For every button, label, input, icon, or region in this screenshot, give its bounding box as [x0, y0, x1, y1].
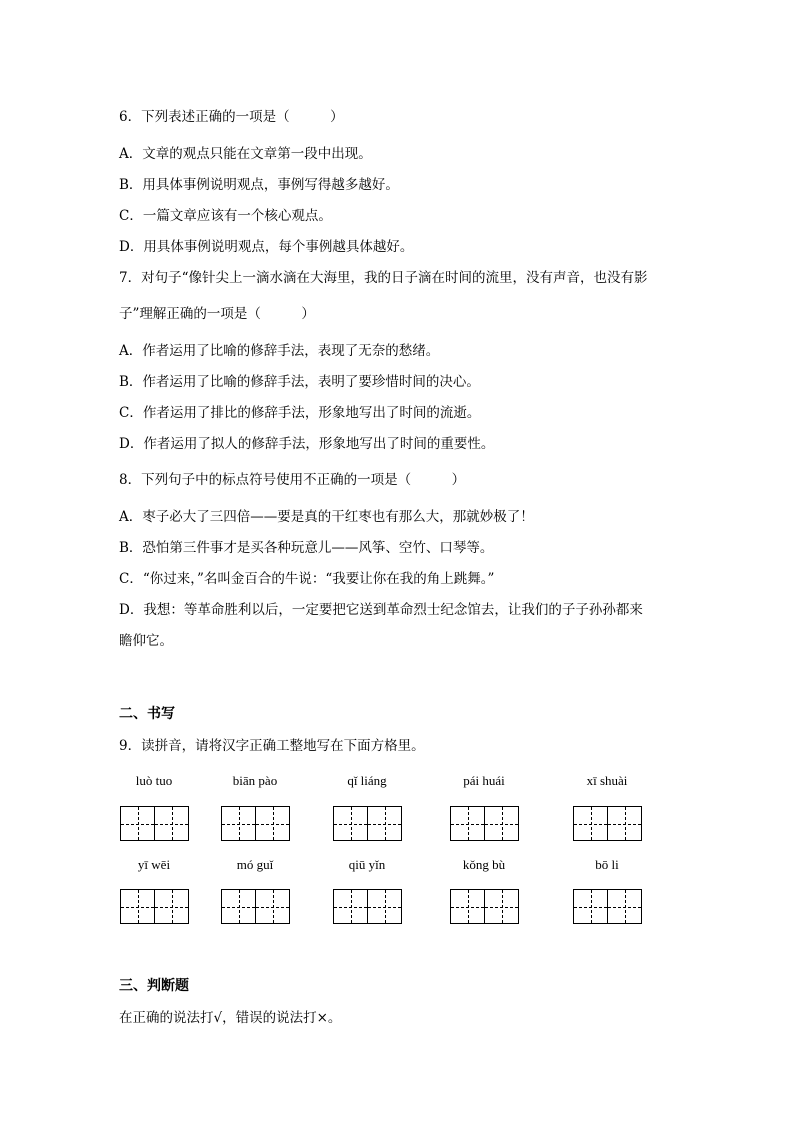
- pinyin-label: yī wēi: [137, 857, 171, 872]
- section2-heading: 二、书写: [119, 706, 175, 722]
- section3-heading: 三、判断题: [119, 978, 189, 994]
- writing-grid[interactable]: [120, 889, 188, 923]
- writing-grid[interactable]: [120, 806, 188, 840]
- grid-cell[interactable]: [484, 889, 519, 924]
- writing-grid[interactable]: [221, 806, 289, 840]
- q8-option-a: A．枣子必大了三四倍——要是真的干红枣也有那么大，那就妙极了！: [119, 509, 534, 525]
- writing-grid[interactable]: [450, 806, 518, 840]
- grid-cell[interactable]: [154, 806, 189, 841]
- pinyin-label: mó guǐ: [236, 857, 274, 872]
- q6-option-b: B．用具体事例说明观点，事例写得越多越好。: [119, 177, 399, 193]
- pinyin-label: bō li: [595, 857, 619, 872]
- q8-option-d-continued: 瞻仰它。: [119, 633, 173, 649]
- q8-option-c: C．“你过来，”名叫金百合的牛说：“我要让你在我的角上跳舞。”: [119, 571, 495, 587]
- q8-stem: 8．下列句子中的标点符号使用不正确的一项是（ ）: [119, 472, 466, 488]
- writing-grid[interactable]: [333, 806, 401, 840]
- grid-cell[interactable]: [367, 889, 402, 924]
- grid-cell[interactable]: [450, 889, 485, 924]
- q7-option-c: C．作者运用了排比的修辞手法，形象地写出了时间的流逝。: [119, 405, 481, 421]
- pinyin-label: qǐ liáng: [347, 773, 387, 788]
- grid-cell[interactable]: [255, 806, 290, 841]
- grid-cell[interactable]: [367, 806, 402, 841]
- grid-cell[interactable]: [154, 889, 189, 924]
- q7-option-b: B．作者运用了比喻的修辞手法，表明了要珍惜时间的决心。: [119, 374, 480, 390]
- grid-cell[interactable]: [573, 806, 608, 841]
- grid-cell[interactable]: [333, 889, 368, 924]
- pinyin-label: xī shuài: [586, 773, 628, 788]
- pinyin-label: qiū yǐn: [348, 857, 386, 872]
- grid-cell[interactable]: [450, 806, 485, 841]
- q7-option-d: D．作者运用了拟人的修辞手法，形象地写出了时间的重要性。: [119, 436, 495, 452]
- q6-option-a: A．文章的观点只能在文章第一段中出现。: [119, 146, 372, 162]
- q8-option-d: D．我想：等革命胜利以后，一定要把它送到革命烈士纪念馆去，让我们的子子孙孙都来: [119, 602, 643, 618]
- pinyin-label: luò tuo: [135, 773, 173, 788]
- pinyin-label: pái huái: [463, 773, 505, 788]
- grid-cell[interactable]: [484, 806, 519, 841]
- writing-grid[interactable]: [221, 889, 289, 923]
- writing-grid[interactable]: [573, 806, 641, 840]
- section3-instruction: 在正确的说法打√，错误的说法打×。: [119, 1010, 342, 1026]
- q8-option-b: B．恐怕第三件事才是买各种玩意儿——风筝、空竹、口琴等。: [119, 540, 494, 556]
- grid-cell[interactable]: [120, 889, 155, 924]
- grid-cell[interactable]: [607, 806, 642, 841]
- q7-option-a: A．作者运用了比喻的修辞手法，表现了无奈的愁绪。: [119, 343, 440, 359]
- pinyin-label: kǒng bù: [462, 857, 506, 872]
- q6-option-c: C．一篇文章应该有一个核心观点。: [119, 208, 332, 224]
- grid-cell[interactable]: [221, 806, 256, 841]
- pinyin-label: biān pào: [232, 773, 278, 788]
- grid-cell[interactable]: [333, 806, 368, 841]
- grid-cell[interactable]: [221, 889, 256, 924]
- writing-grid[interactable]: [333, 889, 401, 923]
- q6-stem: 6．下列表述正确的一项是（ ）: [119, 109, 344, 125]
- q9-stem: 9．读拼音，请将汉字正确工整地写在下面方格里。: [119, 738, 425, 754]
- grid-cell[interactable]: [607, 889, 642, 924]
- grid-cell[interactable]: [255, 889, 290, 924]
- writing-grid[interactable]: [450, 889, 518, 923]
- q7-stem-line2: 子”理解正确的一项是（ ）: [119, 306, 315, 322]
- q7-stem-line1: 7．对句子“像针尖上一滴水滴在大海里，我的日子滴在时间的流里，没有声音，也没有影: [119, 270, 648, 286]
- grid-cell[interactable]: [573, 889, 608, 924]
- grid-cell[interactable]: [120, 806, 155, 841]
- q6-option-d: D．用具体事例说明观点，每个事例越具体越好。: [119, 239, 414, 255]
- writing-grid[interactable]: [573, 889, 641, 923]
